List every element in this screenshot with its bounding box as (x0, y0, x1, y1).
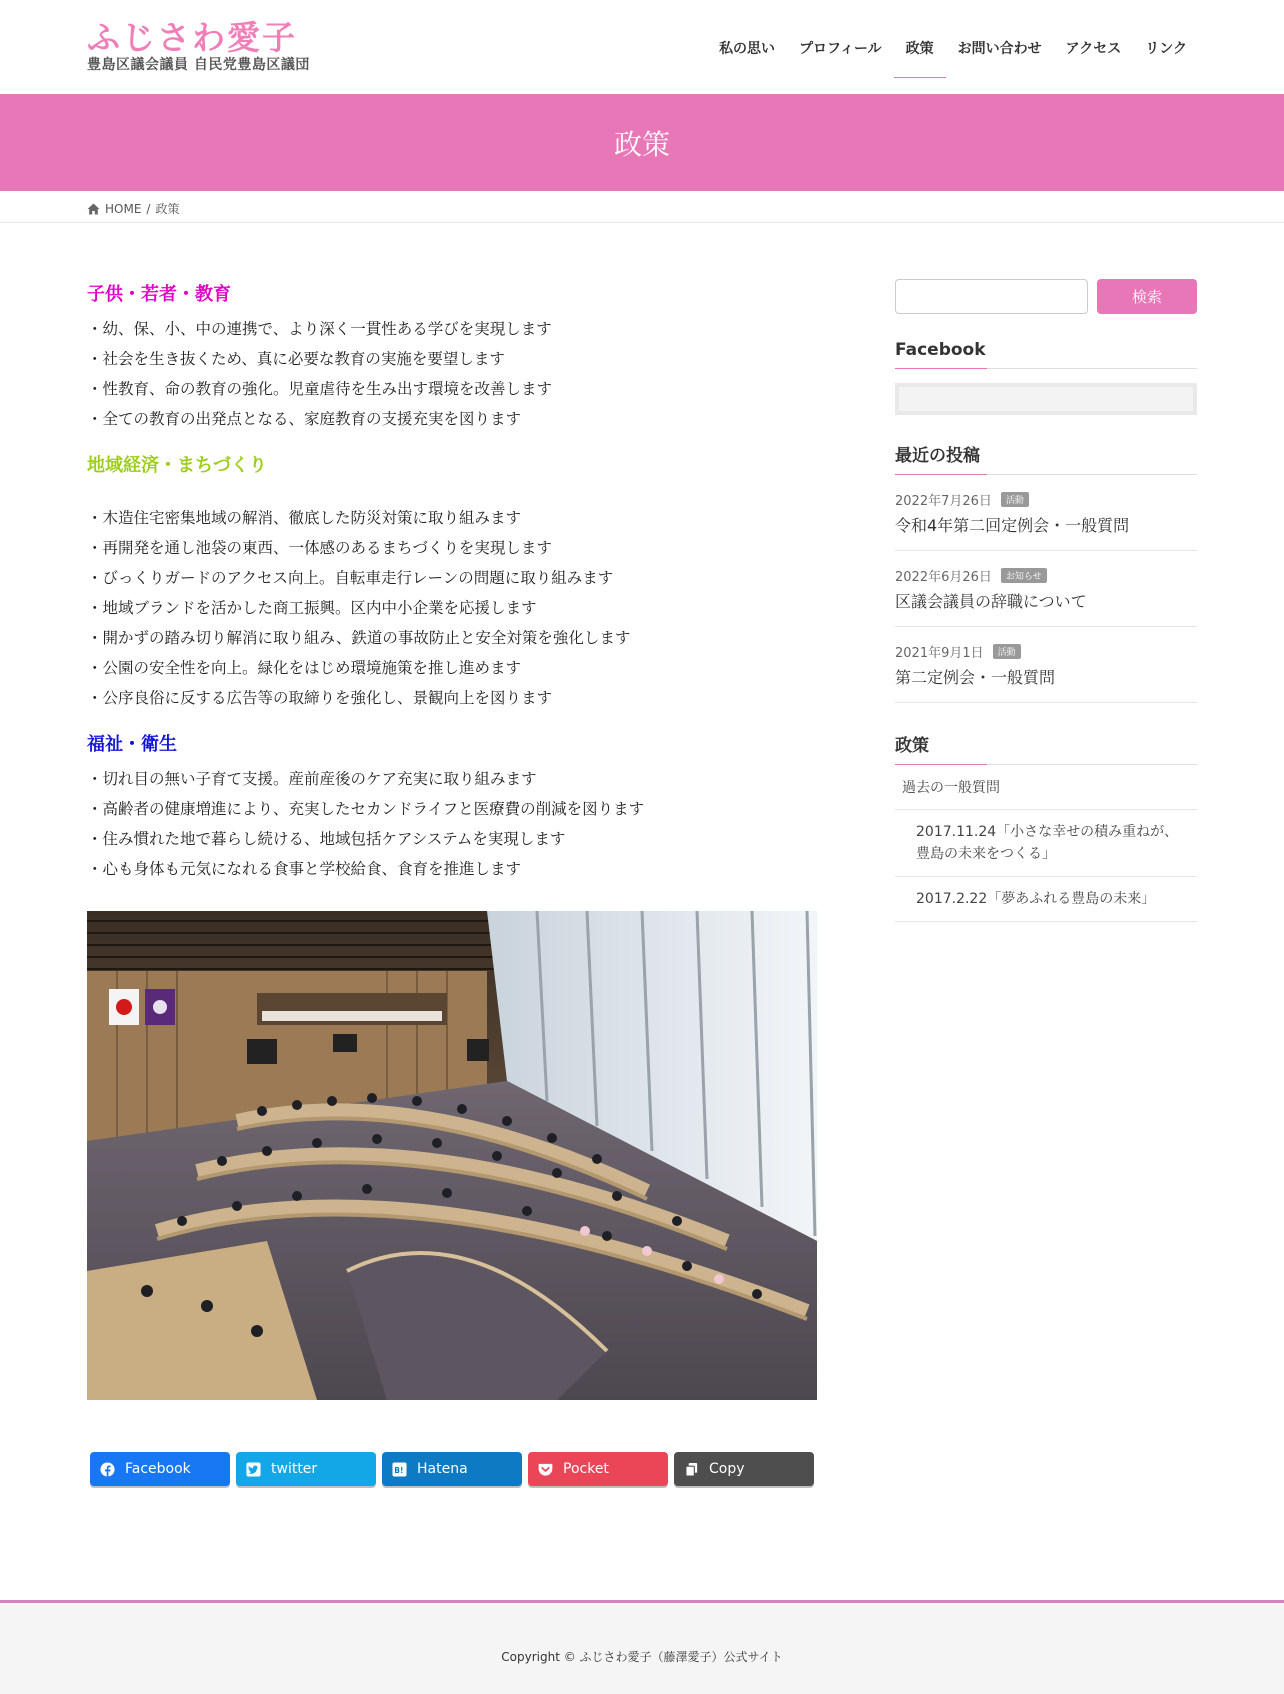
post-date: 2021年9月1日 (895, 646, 984, 661)
list-item: ・高齢者の健康増進により、充実したセカンドライフと医療費の削減を図ります (87, 800, 645, 818)
logo-subtitle: 豊島区議会議員 自民党豊島区議団 (87, 57, 310, 73)
post-date: 2022年6月26日 (895, 570, 992, 585)
share-twitter-label: twitter (271, 1461, 318, 1477)
list-item: ・再開発を通し池袋の東西、一体感のあるまちづくりを実現します (87, 539, 552, 557)
list-item: ・心も身体も元気になれる食事と学校給食、食育を推進します (87, 860, 522, 878)
page-title-band (0, 94, 1284, 191)
share-hatena-label: Hatena (417, 1461, 468, 1477)
breadcrumb-home[interactable]: HOME (105, 201, 142, 216)
facebook-icon (100, 1462, 115, 1477)
policy-widget-title: 政策 (895, 731, 1197, 765)
hatena-bookmark-icon (392, 1462, 407, 1477)
breadcrumb-current: 政策 (155, 202, 180, 216)
category-badge[interactable]: 活動 (1001, 492, 1029, 507)
list-item: ・性教育、命の教育の強化。児童虐待を生み出す環境を改善します (87, 380, 553, 398)
search-input[interactable] (895, 279, 1088, 314)
recent-post[interactable] (895, 475, 1197, 551)
post-title[interactable]: 令和4年第二回定例会・一般質問 (895, 516, 1130, 535)
nav-item-thoughts[interactable]: 私の思い (719, 41, 776, 57)
list-item: ・公序良俗に反する広告等の取締りを強化し、景観向上を図ります (87, 689, 553, 707)
svg-text:B!: B! (394, 1465, 404, 1475)
list-item: ・全ての教育の出発点となる、家庭教育の支援充実を図ります (87, 410, 522, 428)
section-title-education: 子供・若者・教育 (87, 284, 231, 305)
breadcrumb (0, 191, 1284, 223)
list-item: ・切れ目の無い子育て支援。産前産後のケア充実に取り組みます (87, 770, 537, 788)
category-badge[interactable]: お知らせ (1001, 568, 1047, 583)
list-item: ・社会を生き抜くため、真に必要な教育の実施を要望します (87, 350, 505, 368)
share-twitter-button[interactable] (236, 1452, 376, 1486)
recent-posts-title: 最近の投稿 (895, 441, 1197, 475)
logo-title: ふじさわ愛子 (87, 18, 297, 57)
policy-section (87, 730, 817, 884)
breadcrumb-separator: / (146, 201, 151, 216)
share-copy-button[interactable] (674, 1452, 814, 1486)
nav-item-profile[interactable]: プロフィール (799, 41, 882, 57)
list-item: ・木造住宅密集地域の解消、徹底した防災対策に取り組みます (87, 509, 522, 527)
site-logo[interactable] (87, 20, 327, 74)
main-nav (707, 30, 1199, 66)
recent-post[interactable] (895, 551, 1197, 627)
section-title-welfare: 福祉・衛生 (87, 734, 177, 755)
pocket-icon (538, 1462, 553, 1477)
search-button[interactable]: 検索 (1097, 279, 1197, 314)
share-pocket-button[interactable] (528, 1452, 668, 1486)
copyright-text: Copyright © ふじさわ愛子（藤澤愛子）公式サイト (501, 1650, 783, 1664)
assembly-hall-illustration (87, 911, 817, 1400)
share-buttons (90, 1452, 814, 1486)
search-form (895, 279, 1197, 314)
category-badge[interactable]: 活動 (993, 644, 1021, 659)
sidebar (895, 279, 1197, 922)
nav-item-links[interactable]: リンク (1145, 41, 1187, 57)
policy-section (87, 451, 817, 713)
policy-sub-item[interactable]: 2017.2.22「夢あふれる豊島の未来」 (895, 877, 1197, 922)
policy-page-list (895, 765, 1197, 922)
nav-item-contact[interactable]: お問い合わせ (957, 41, 1042, 57)
copy-icon (684, 1462, 699, 1477)
share-hatena-button[interactable] (382, 1452, 522, 1486)
list-item: ・幼、保、小、中の連携で、より深く一貫性ある学びを実現します (87, 320, 552, 338)
post-date: 2022年7月26日 (895, 494, 992, 509)
recent-post[interactable] (895, 627, 1197, 703)
nav-item-access[interactable]: アクセス (1065, 41, 1122, 57)
main-content (87, 280, 817, 884)
list-item: ・びっくりガードのアクセス向上。自転車走行レーンの問題に取り組みます (87, 569, 614, 587)
list-item: ・地域ブランドを活かした商工振興。区内中小企業を応援します (87, 599, 537, 617)
list-item: ・公園の安全性を向上。緑化をはじめ環境施策を推し進めます (87, 659, 522, 677)
share-facebook-button[interactable] (90, 1452, 230, 1486)
facebook-embed (895, 383, 1197, 415)
post-title[interactable]: 区議会議員の辞職について (895, 592, 1087, 611)
policy-list-item[interactable]: 過去の一般質問 (895, 765, 1197, 810)
list-item: ・住み慣れた地で暮らし続ける、地域包括ケアシステムを実現します (87, 830, 566, 848)
page-title: 政策 (613, 127, 670, 161)
facebook-widget-title: Facebook (895, 340, 1197, 369)
post-title[interactable]: 第二定例会・一般質問 (895, 668, 1056, 687)
list-item: ・開かずの踏み切り解消に取り組み、鉄道の事故防止と安全対策を強化します (87, 629, 631, 647)
nav-item-policy[interactable]: 政策 (894, 30, 946, 66)
policy-sub-item[interactable]: 2017.11.24「小さな幸せの積み重ねが、豊島の未来をつくる」 (895, 810, 1197, 877)
share-pocket-label: Pocket (563, 1461, 609, 1477)
site-header (0, 0, 1284, 94)
policy-section (87, 280, 817, 434)
assembly-hall-photo (87, 911, 817, 1400)
section-title-community: 地域経済・まちづくり (87, 455, 267, 476)
share-facebook-label: Facebook (125, 1461, 191, 1477)
share-copy-label: Copy (709, 1461, 745, 1477)
twitter-icon (246, 1462, 261, 1477)
site-footer (0, 1600, 1284, 1694)
home-icon (87, 203, 100, 215)
